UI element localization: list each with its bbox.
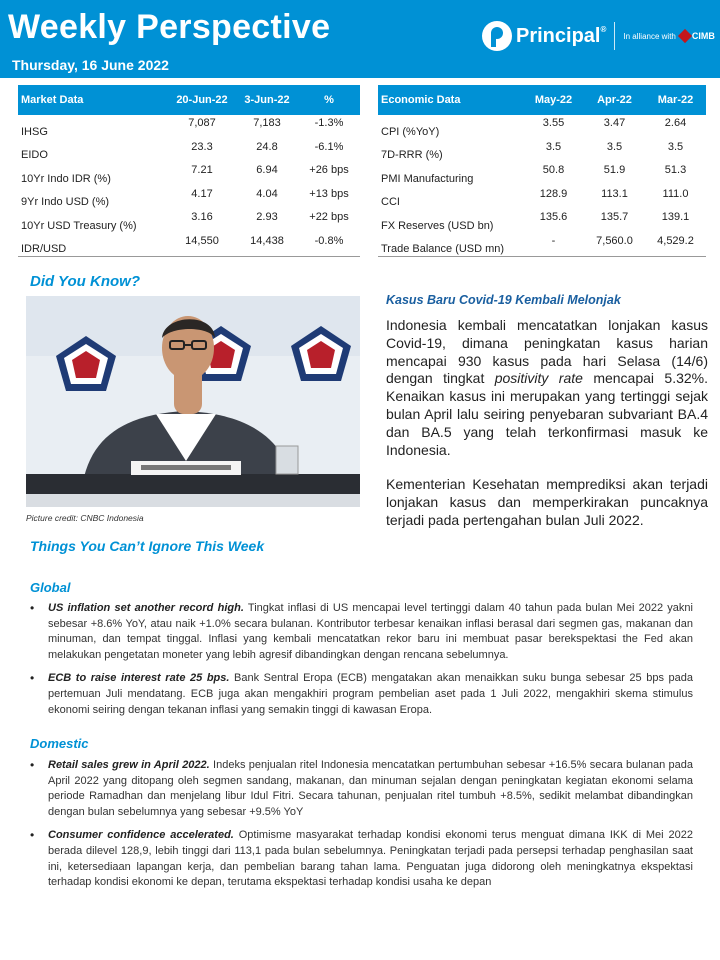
covid-article-body	[386, 317, 708, 547]
table-cell: 128.9	[539, 187, 568, 200]
list-item: • Consumer confidence accelerated. Optimisme masyarakat terhadap kondisi ekonomi terus menguat dimana IKK di Mei 2022 berada dilevel 128,9, lebih tinggi dari 113,1 pada bulan sebelumnya. Peningkatan terjadi pada persepsi terhadap penghasilan saat ini, ketersediaan lapangan kerja, dan pembelian barang tahan lama. Penguatan juga didorong oleh meningkatnya ekspektasi terhadap kondisi ekonomi ke depan, terutama ekspektasi terhadap kondisi usaha ke depan	[30, 828, 693, 890]
row-label: 9Yr Indo USD (%)	[21, 196, 110, 208]
cimb-logo-icon	[678, 29, 692, 43]
principal-logo	[482, 18, 715, 54]
things-heading: Things You Can’t Ignore This Week	[30, 538, 265, 554]
row-label: IDR/USD	[18, 233, 168, 257]
table-cell: 51.3	[664, 164, 687, 176]
photo-illustration	[26, 296, 360, 507]
table-cell: 23.3	[191, 140, 213, 153]
table-row	[378, 162, 706, 186]
table-cell: 3.5	[545, 140, 562, 153]
table-cell: 135.7	[600, 211, 629, 223]
table-cell: 4.04	[256, 187, 278, 200]
table-row	[18, 209, 360, 233]
table-row	[18, 139, 360, 163]
row-label: CCI	[381, 196, 400, 208]
table-cell: 3.55	[542, 117, 565, 129]
list-item: • US inflation set another record high. Tingkat inflasi di US mencapai level tertinggi dalam 40 tahun pada bulan Mei 2022 yakni sebesar +8.6% YoY, atau naik +1.0% secara bulanan. Kontributor terbesar kenaikan inflasi berasal dari segmen gas, makanan dan minuman, dan tempat tinggal. Inflasi yang kembali mencatatkan rekor baru ini membuat pasar berekspektasi the Fed akan melakukan pengetatan moneter yang lebih agresif dibandingkan dengan rencana sebelumnya.	[30, 601, 693, 663]
row-label: EIDO	[21, 149, 48, 161]
table-cell: 139.1	[661, 211, 690, 223]
table-row	[378, 233, 706, 257]
table-cell: 4,529.2	[645, 233, 706, 257]
table-cell: 3.5	[667, 140, 684, 153]
table-cell: 14,438	[236, 233, 298, 257]
column-header: Market Data	[18, 85, 168, 115]
table-cell: 3.16	[191, 211, 213, 223]
brand-name: Principal®	[516, 24, 607, 47]
table-cell: 113.1	[601, 187, 628, 200]
covid-paragraph-2: Kementerian Kesehatan memprediksi akan terjadi lonjakan kasus dan memperkirakan puncaknya terjadi pada pertengahan bulan Juli 2022.	[386, 476, 708, 528]
table-cell: -	[523, 233, 584, 257]
table-row	[378, 115, 706, 139]
table-cell: 111.0	[662, 187, 689, 200]
page-title: Weekly Perspective	[8, 8, 331, 46]
table-cell: 50.8	[542, 164, 565, 176]
press-conference-photo	[26, 296, 360, 507]
report-date: Thursday, 16 June 2022	[12, 57, 169, 73]
table-cell: -1.3%	[314, 117, 344, 129]
table-row	[18, 115, 360, 139]
row-label: 10Yr USD Treasury (%)	[21, 219, 137, 232]
row-label: 7D-RRR (%)	[381, 149, 443, 161]
table-cell: -6.1%	[314, 140, 344, 153]
table-cell: 7,183	[253, 117, 281, 129]
column-header: %	[298, 85, 360, 115]
table-header-row	[18, 85, 360, 115]
table-cell: 14,550	[168, 233, 236, 257]
column-header: Mar-22	[645, 85, 706, 115]
table-cell: 7.21	[191, 164, 213, 176]
row-label: IHSG	[21, 125, 48, 138]
table-cell: 3.5	[606, 140, 623, 153]
row-label: Trade Balance (USD mn)	[378, 233, 523, 257]
covid-paragraph-1: Indonesia kembali mencatatkan lonjakan kasus Covid-19, dimana peningkatan kasus harian mencapai 930 kasus pada hari Selasa (14/6) dengan tingkat positivity rate mencapai 5.32%. Kenaikan kasus ini merupakan yang tertinggi sejak bulan April lalu seiring penyebaran subvariant BA.4 dan BA.5 yang telah terkonfirmasi masuk ke Indonesia.	[386, 317, 708, 458]
row-label: PMI Manufacturing	[381, 172, 474, 185]
alliance-label: In alliance with CIMB	[623, 31, 714, 41]
table-cell: 51.9	[603, 164, 626, 176]
list-item: • Retail sales grew in April 2022. Indeks penjualan ritel Indonesia mencatatkan pertumbuhan sebesar +16.5% secara bulanan pada April 2022 yang ditopang oleh segmen sandang, makanan, dan minuman sejalan dengan peningkatan kegiatan ekonomi selama periode Ramadhan dan menjelang libur Idul Fitri. Secara tahunan, penjualan ritel tumbuh +8.5%, sedikit melambat dibandingkan dengan bulan sebelumnya yang sebesar +9.5% YoY	[30, 758, 693, 820]
covid-article-title: Kasus Baru Covid-19 Kembali Melonjak	[386, 293, 621, 307]
row-label: CPI (%YoY)	[381, 125, 440, 138]
table-cell: 2.64	[664, 117, 687, 129]
table-cell: +22 bps	[309, 211, 349, 223]
table-row	[378, 186, 706, 210]
market-data-table	[18, 85, 360, 257]
partner-name: CIMB	[691, 31, 715, 41]
column-header: May-22	[523, 85, 584, 115]
table-cell: 7,560.0	[584, 233, 645, 257]
principal-logo-icon	[482, 21, 512, 51]
table-cell: 6.94	[256, 164, 278, 176]
logo-divider	[614, 22, 615, 50]
list-item: • ECB to raise interest rate 25 bps. Bank Sentral Eropa (ECB) mengatakan akan menaikkan suku bunga sebesar 25 bps pada pertemuan Juli mendatang. ECB juga akan mengakhiri program pembelian aset pada 1 Juli 2022, mengakhiri skema stimulus ekonomi seiring dengan tekanan inflasi yang semakin tinggi di kawasan Eropa.	[30, 671, 693, 718]
table-cell: -0.8%	[298, 233, 360, 257]
table-row	[378, 209, 706, 233]
global-news-list	[30, 601, 693, 726]
column-header: 3-Jun-22	[236, 85, 298, 115]
table-cell: +13 bps	[309, 187, 349, 200]
table-row	[18, 233, 360, 257]
table-header-row	[378, 85, 706, 115]
table-cell: 24.8	[256, 140, 278, 153]
column-header: Economic Data	[378, 85, 523, 115]
domestic-heading: Domestic	[30, 736, 89, 751]
table-cell: 7,087	[188, 117, 216, 129]
table-cell: 135.6	[539, 211, 568, 223]
global-heading: Global	[30, 580, 71, 595]
did-you-know-heading: Did You Know?	[30, 273, 140, 290]
table-row	[378, 139, 706, 163]
table-cell: 4.17	[191, 187, 213, 200]
domestic-news-list	[30, 758, 693, 899]
row-label: FX Reserves (USD bn)	[381, 219, 494, 232]
header-banner	[0, 0, 720, 78]
table-cell: 2.93	[256, 211, 278, 223]
table-row	[18, 162, 360, 186]
row-label: 10Yr Indo IDR (%)	[21, 172, 111, 185]
photo-credit: Picture credit: CNBC Indonesia	[26, 513, 144, 523]
column-header: 20-Jun-22	[168, 85, 236, 115]
table-cell: +26 bps	[309, 164, 349, 176]
economic-data-table	[378, 85, 706, 257]
table-cell: 3.47	[603, 117, 626, 129]
column-header: Apr-22	[584, 85, 645, 115]
table-row	[18, 186, 360, 210]
